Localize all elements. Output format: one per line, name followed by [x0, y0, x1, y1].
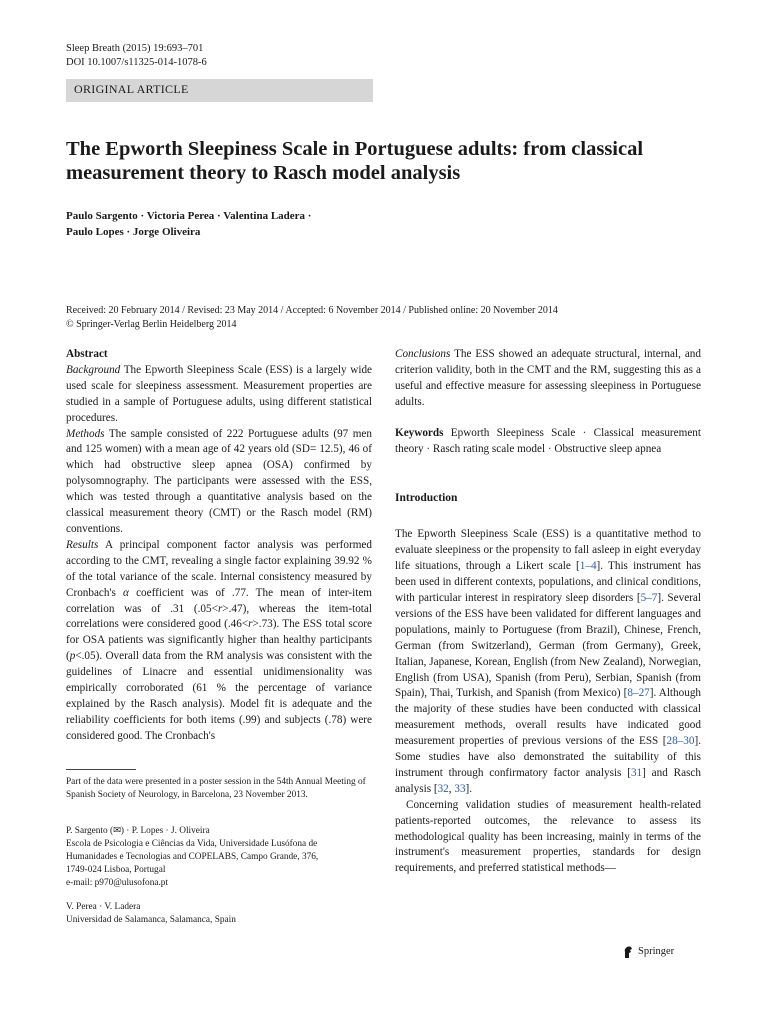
springer-horse-icon — [622, 945, 634, 959]
citation-link[interactable]: 8–27 — [627, 687, 650, 700]
author-list — [66, 208, 311, 240]
right-column — [395, 347, 701, 877]
citation-link[interactable]: 31 — [630, 766, 643, 779]
affiliation-names: P. Sargento (✉) · P. Lopes · J. Oliveira — [66, 826, 210, 836]
section-label: Conclusions — [395, 348, 451, 360]
abstract-background — [66, 363, 372, 427]
section-text: The Epworth Sleepiness Scale (ESS) is a largely wide used scale for sleepiness assessment. Measurement properties are studied in a sample of Portuguese adults, using different statistical procedures. — [66, 363, 372, 424]
introduction-heading: Introduction — [395, 492, 458, 505]
introduction-paragraph: The Epworth Sleepiness Scale (ESS) is a quantitative method to evaluate sleepiness or the propensity to fall asleep in eight everyday life situations, through a Likert scale [1–4]. This instrument has been used in different contexts, populations, and clinical conditions, with particular interest in respiratory sleep disorders [5–7]. Several versions of the ESS have been validated for different languages and populations, mainly to Portuguese (from Brazil), Chinese, French, German (from Switzerland), German (from Germany), Greek, Italian, Japanese, Korean, English (from New Zealand), Norwegian, English (from USA), Spanish (from Peru), Serbian, Spanish (from Spain), Thai, Turkish, and Spanish (from Mexico) [8–27]. Although the majority of these studies have been conducted with classical measurement methods, overall results have indicated good measurement properties of previous versions of the ESS [28–30]. Some studies have also demonstrated the suitability of this instrument through confirmatory factor analysis [31] and Rasch analysis [32, 33]. — [395, 528, 702, 795]
keywords-label: Keywords — [395, 426, 444, 439]
article-title: The Epworth Sleepiness Scale in Portuguese adults: from classical measurement theory to Rasch model analysis — [66, 138, 644, 184]
author-line: Paulo Sargento · Victoria Perea · Valentina Ladera · — [66, 210, 312, 222]
section-text: The sample consisted of 222 Portuguese adults (97 men and 125 women) with a mean age of 42 years old (SD= 12.5), 46 of which had obstructive sleep apnea (OSA) confirmed by polysomnography. The participants were assessed with the ESS, which was tested through a quantitative analysis based on the classical measurement theory (CMT) or the Rasch model (RM) conventions. — [66, 427, 372, 535]
citation-link[interactable]: 28–30 — [666, 735, 695, 748]
citation-link[interactable]: 1–4 — [579, 560, 597, 573]
footnote-rule — [66, 769, 136, 770]
article-type-banner: ORIGINAL ARTICLE — [66, 79, 373, 102]
keywords-text: Epworth Sleepiness Scale · Classical measurement theory · Rasch rating scale model · Obstructive sleep apnea — [395, 426, 701, 455]
citation-link[interactable]: 32 — [437, 782, 449, 795]
history-dates: Received: 20 February 2014 / Revised: 23 May 2014 / Accepted: 6 November 2014 / Published online: 20 November 2014 — [66, 305, 558, 316]
abstract-heading: Abstract — [66, 348, 108, 360]
footnote-poster: Part of the data were presented in a poster session in the 54th Annual Meeting of Spanish Society of Neurology, in Barcelona, 23 November 2013. — [66, 777, 366, 800]
section-label: Methods — [66, 427, 105, 440]
email[interactable]: e-mail: p970@ulusofona.pt — [66, 877, 169, 888]
abstract-conclusions — [395, 347, 701, 411]
publication-dates — [66, 304, 716, 331]
abstract-methods — [66, 427, 372, 538]
affiliation-2: V. Perea · V. Ladera Universidad de Salamanca, Salamanca, Spain — [66, 901, 376, 927]
left-column — [66, 347, 372, 745]
publisher-name: Springer — [638, 946, 675, 957]
section-label: Background — [66, 363, 121, 376]
section-label: Results — [66, 538, 99, 551]
copyright: © Springer-Verlag Berlin Heidelberg 2014 — [66, 318, 237, 330]
affiliation-names: V. Perea · V. Ladera — [66, 902, 141, 912]
affiliation-1: P. Sargento (✉) · P. Lopes · J. Oliveira Escola de Psicologia e Ciências da Vida, Universidade Lusófona de Humanidades e Tecnologias and COPELABS, Campo Grande, 376, 1749-024 Lisboa, Portugal e-mail: p970@ulusofona.pt — [66, 825, 376, 890]
journal-info — [66, 42, 207, 70]
section-text: The ESS showed an adequate structural, internal, and criterion validity, both in the CMT and the RM, suggesting this as a useful and effective measure for assessing sleepiness in Portuguese adults. — [395, 348, 701, 408]
author-line: Paulo Lopes · Jorge Oliveira — [66, 226, 201, 238]
publisher-logo — [622, 945, 674, 959]
introduction-paragraph: Concerning validation studies of measurement health-related patients-reported outcomes, the relevance to assess its methodological quality has been increasing, mainly in terms of the instrument's measurement properties, standards for design requirements, and preferred statistical methods— — [395, 798, 701, 875]
keywords — [395, 426, 701, 458]
journal-citation: Sleep Breath (2015) 19:693–701 — [66, 43, 204, 54]
citation-link[interactable]: 5–7 — [640, 591, 658, 604]
doi: DOI 10.1007/s11325-014-1078-6 — [66, 57, 207, 68]
abstract-results-part1: Results A principal component factor analysis was performed according to the CMT, revealing a single factor explaining 39.92 % of the total variance of the scale. Internal consistency measured by Cronbach's α coefficient was of .77. The mean of inter-item correlation was of .31 (.05<r>.47), whereas the item-total correlations were considered good (.46<r>.73). The ESS total score for OSA patients was significantly higher than healthy participants (p<.05). Overall data from the RM analysis was consistent with the guidelines of Linacre and essential unidimensionality was empirically corroborated (61 % the percentage of variance explained by the Rasch analysis). Model fit is adequate and the reliability coefficients for both items (.99) and subjects (.78) were considered good. The Cronbach's — [66, 538, 373, 742]
citation-link[interactable]: 33 — [454, 782, 466, 795]
